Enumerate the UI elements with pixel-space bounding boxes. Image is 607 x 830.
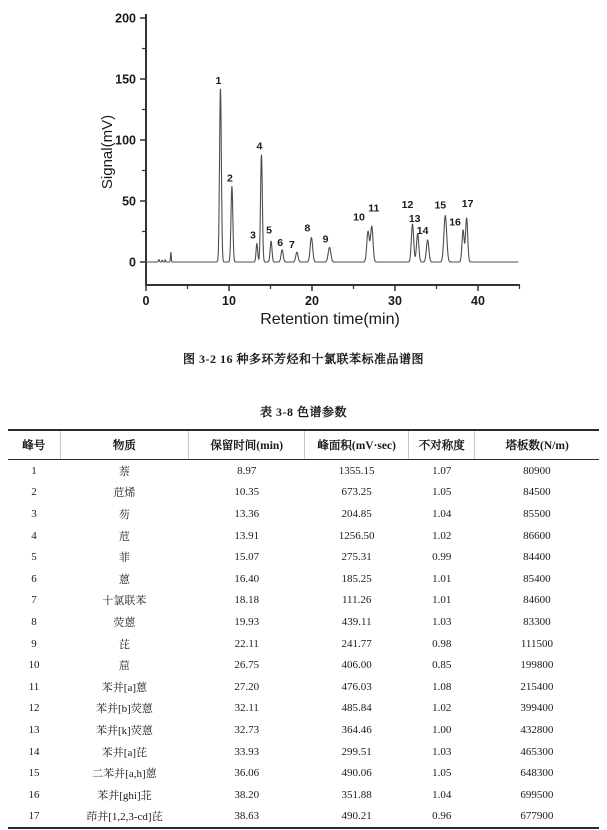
x-tick-label: 30 [388,294,402,308]
table-cell: 苯并[a]蒽 [101,681,148,694]
table-row [8,482,599,504]
peak-number-label: 7 [288,239,295,252]
table-cell: 0.85 [432,659,452,672]
chromatogram-trace [146,89,518,262]
table-cell: 84600 [523,594,551,607]
table-cell: 10.35 [234,486,260,499]
table-cell: 6 [31,572,37,585]
table-cell: 芘 [118,638,130,651]
table-cell: 13.36 [234,507,260,520]
table-cell: 10 [28,659,40,672]
table-cell: 364.46 [341,723,372,736]
x-tick-label: 20 [305,294,319,308]
chromatography-parameters-table [8,429,599,829]
table-cell: 11 [28,680,40,693]
table-cell: 83300 [523,615,551,628]
table-row [8,741,599,763]
peak-number-label: 12 [401,199,414,212]
table-cell: 399400 [520,702,554,715]
table-cell: 5 [31,551,37,564]
table-cell: 33.93 [234,745,260,758]
table-cell: 26.75 [234,659,260,672]
table-row [8,698,599,720]
peak-number-label: 6 [277,236,284,249]
table-cell: 85400 [523,572,551,585]
y-tick-label: 50 [122,194,136,209]
table-cell: 9 [31,637,37,650]
table-cell: 12 [28,702,40,715]
table-row [8,806,599,829]
table-cell: 1.03 [432,615,452,628]
table-cell: 荧蒽 [113,616,136,629]
column-header: 峰面积(mV·sec) [305,430,409,460]
table-header-row [8,430,599,460]
table-cell: 1.08 [432,680,452,693]
table-cell: 17 [28,810,40,823]
table-cell: 0.98 [432,637,452,650]
table-cell: 85500 [523,507,551,520]
table-row [8,546,599,568]
table-cell: 芴 [118,508,130,521]
peak-number-label: 11 [368,202,380,215]
table-cell: 673.25 [341,486,372,499]
peak-number-label: 14 [416,225,429,238]
table-cell: 1.02 [432,529,452,542]
table-cell: 1256.50 [338,529,375,542]
peak-number-label: 2 [226,172,233,185]
figure-caption: 图 3-2 16 种多环芳烃和十氯联苯标准品谱图 [183,352,424,366]
table-cell: 苊烯 [113,487,136,500]
table-cell: 15.07 [234,551,260,564]
peak-number-label: 13 [408,212,421,225]
peak-number-label: 10 [353,211,365,224]
table-cell: 215400 [520,680,554,693]
chromatogram-chart [0,0,607,338]
table-cell: 485.84 [341,702,372,715]
table-cell: 苯并[a]芘 [101,746,148,759]
table-cell: 38.63 [234,810,260,823]
peak-number-label: 4 [256,140,263,153]
table-cell: 1.02 [432,702,452,715]
table-cell: 14 [28,745,40,758]
x-axis-title: Retention time(min) [260,311,400,328]
peak-number-label: 3 [249,229,256,242]
table-row [8,611,599,633]
table-cell: 86600 [523,529,551,542]
table-cell: 241.77 [341,637,372,650]
table-cell: 490.06 [341,767,372,780]
table-cell: 465300 [520,745,554,758]
table-cell: 406.00 [341,659,372,672]
table-cell: 7 [31,594,37,607]
table-cell: 185.25 [341,572,372,585]
table-header [8,430,599,460]
table-cell: 苯并[k]荧蒽 [96,724,153,737]
y-tick-label: 150 [115,72,136,87]
table-cell: 萘 [118,465,130,478]
table-body [8,460,599,829]
table-cell: 苯并[b]荧蒽 [96,703,153,716]
table-cell: 84400 [523,551,551,564]
table-cell: 苊 [118,530,130,543]
table-cell: 1.00 [432,723,452,736]
table-cell: 32.11 [234,702,259,715]
table-row [8,784,599,806]
table-cell: 1.05 [432,767,452,780]
table-cell: 13.91 [234,529,260,542]
table-cell: 茚并[1,2,3-cd]芘 [86,811,163,824]
table-cell: 18.18 [234,594,260,607]
table-cell: 菲 [118,552,130,565]
table-cell: 27.20 [234,680,260,693]
table-cell: 111.26 [341,594,372,607]
table-cell: 8.97 [237,464,257,477]
table-cell: 十氯联苯 [102,595,147,608]
table-cell: 648300 [520,767,554,780]
table-cell: 38.20 [234,788,260,801]
table-cell: 84500 [523,486,551,499]
table-cell: 16.40 [234,572,260,585]
table-row [8,525,599,547]
table-cell: 二苯并[a,h]蒽 [92,768,157,781]
table-row [8,719,599,741]
x-tick-label: 10 [222,294,236,308]
y-tick-label: 100 [115,133,136,148]
table-cell: 4 [31,529,37,542]
table-cell: 299.51 [341,745,372,758]
table-row [8,590,599,612]
x-tick-label: 0 [142,294,150,308]
table-cell: 36.06 [234,767,260,780]
table-cell: 111500 [520,637,554,650]
peak-number-label: 9 [322,233,329,246]
table-cell: 1.03 [432,745,452,758]
peak-number-label: 17 [461,198,474,211]
table-title: 表 3-8 色谱参数 [260,405,347,419]
table-cell: 1.01 [432,594,452,607]
table-cell: 22.11 [234,637,259,650]
peak-number-label: 1 [215,74,222,87]
table-cell: 1 [31,464,37,477]
y-tick-label: 200 [115,11,136,26]
table-cell: 19.93 [234,615,260,628]
table-cell: 1.04 [432,788,452,801]
table-cell: 䓛 [118,660,130,673]
column-header: 物质 [60,430,189,460]
table-row [8,460,599,482]
table-cell: 苯并[ghi]苝 [97,789,152,802]
table-cell: 1355.15 [338,464,375,477]
table-cell: 2 [31,486,37,499]
table-cell: 490.21 [341,810,372,823]
table-cell: 1.07 [432,464,452,477]
table-cell: 677900 [520,810,554,823]
y-tick-label: 0 [129,255,136,270]
peak-number-label: 8 [304,222,311,235]
table-cell: 3 [31,507,37,520]
column-header: 塔板数(N/m) [475,430,599,460]
table-cell: 1.01 [432,572,452,585]
table-cell: 16 [28,788,40,801]
table-cell: 13 [28,723,40,736]
table-cell: 15 [28,767,40,780]
table-row [8,633,599,655]
column-header: 峰号 [8,430,60,460]
table-cell: 432800 [520,723,554,736]
table-cell: 0.96 [432,810,452,823]
column-header: 不对称度 [409,430,475,460]
peak-number-label: 15 [434,199,447,212]
peak-number-label: 16 [449,216,461,229]
table-cell: 439.11 [341,615,372,628]
table-cell: 204.85 [341,507,372,520]
table-cell: 32.73 [234,723,260,736]
table-cell: 199800 [520,659,554,672]
table-row [8,503,599,525]
table-cell: 蒽 [118,573,130,586]
table-cell: 275.31 [341,551,372,564]
table-row [8,568,599,590]
y-axis-title: Signal(mV) [99,114,116,190]
table-row [8,762,599,784]
peak-number-label: 5 [266,224,273,237]
table-row [8,654,599,676]
table-cell: 8 [31,615,37,628]
x-tick-label: 40 [471,294,485,308]
table-row [8,676,599,698]
table-cell: 1.05 [432,486,452,499]
table-cell: 476.03 [341,680,372,693]
table-cell: 80900 [523,464,551,477]
table-cell: 699500 [520,788,554,801]
column-header: 保留时间(min) [189,430,305,460]
table-cell: 351.88 [341,788,372,801]
table-cell: 0.99 [432,551,452,564]
table-cell: 1.04 [432,507,452,520]
